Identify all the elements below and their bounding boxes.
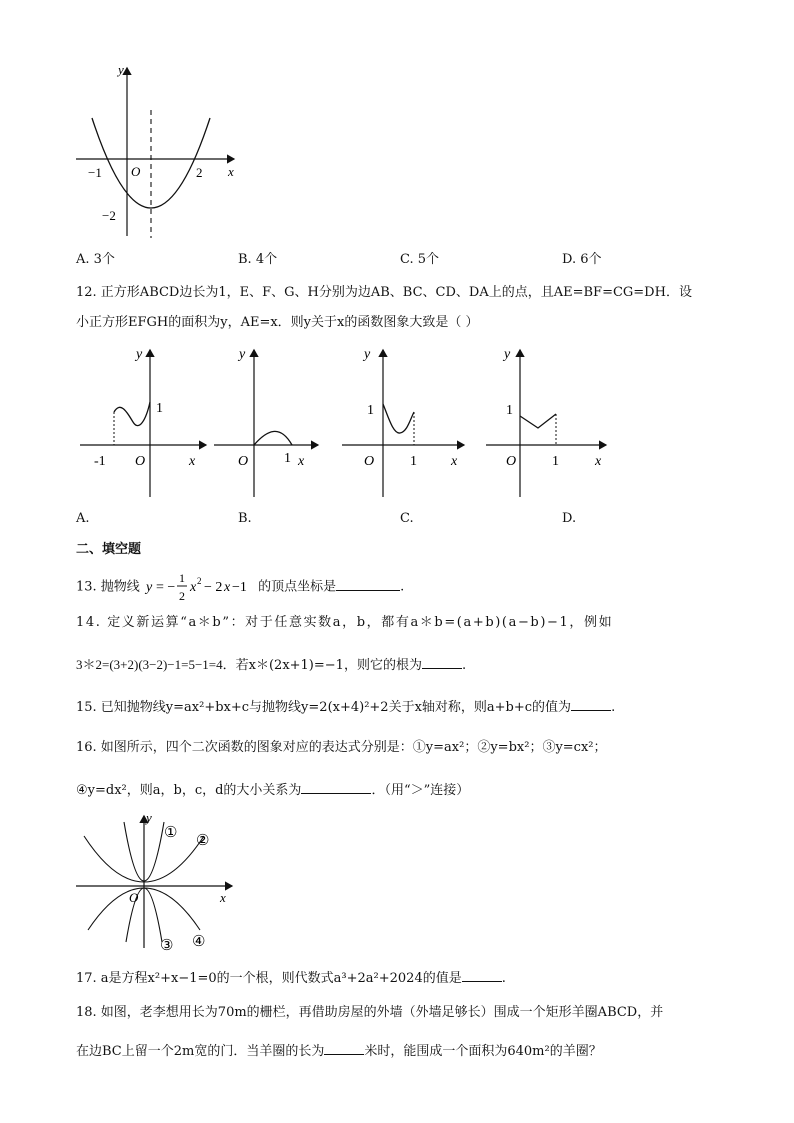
- q16-line1: 16. 如图所示，四个二次函数的图象对应的表达式分别是：①y=ax²；②y=bx²；③y=cx²；: [76, 740, 607, 755]
- svg-text:x: x: [451, 454, 458, 469]
- q12-graph-c: [340, 342, 470, 502]
- svg-text:−1: −1: [231, 580, 247, 595]
- q17: 17. a是方程x²+x−1=0的一个根，则代数式a³+2a²+2024的值是 .: [76, 968, 506, 988]
- svg-text:y: y: [145, 580, 153, 595]
- svg-text:= −: = −: [155, 580, 176, 595]
- q16-answer-blank[interactable]: [301, 780, 371, 794]
- q16-parabolas-figure: [72, 810, 242, 955]
- q12-option-c: C.: [400, 511, 414, 526]
- svg-text:1: 1: [410, 454, 417, 469]
- svg-text:O: O: [129, 890, 139, 905]
- tick-2: 2: [196, 165, 203, 180]
- svg-text:x: x: [220, 890, 226, 905]
- x-axis-label: x: [228, 164, 234, 179]
- q11-option-a: A. 3个: [76, 252, 115, 267]
- q14-line1: 14. 定义新运算“a＊b”：对于任意实数a，b，都有a＊b=(a+b)(a−b)−1，例如: [76, 615, 614, 630]
- q13-formula: [144, 570, 254, 604]
- q12-option-d: D.: [562, 511, 577, 526]
- q12-graph-d: [482, 342, 612, 502]
- q11-option-b: B. 4个: [238, 252, 278, 267]
- svg-text:y: y: [136, 347, 143, 362]
- svg-text:1: 1: [178, 571, 185, 585]
- curve-label-4: ④: [192, 934, 206, 950]
- q12-line1: 12. 正方形ABCD边长为1，E、F、G、H分别为边AB、BC、CD、DA上的点，且AE=BF=CG=DH．设: [76, 285, 692, 300]
- svg-text:2: 2: [196, 576, 202, 586]
- q13: 13. 抛物线 y = − 1 2 x 2 − 2 x −1 的顶点坐标是 .: [76, 571, 405, 603]
- q17-answer-blank[interactable]: [462, 968, 502, 982]
- section-heading-fill-in: 二、填空题: [76, 542, 142, 557]
- q16-line2: ④y=dx²，则a，b，c，d的大小关系为 ．（用“＞”连接）: [76, 780, 469, 800]
- origin-label: O: [131, 164, 141, 179]
- curve-label-2: ②: [196, 833, 210, 849]
- svg-text:x: x: [595, 454, 602, 469]
- svg-text:y: y: [239, 347, 246, 362]
- svg-text:y: y: [364, 347, 371, 362]
- q18-line2: 在边BC上留一个2m宽的门．当羊圈的长为 米时，能围成一个面积为640m²的羊圈？: [76, 1041, 602, 1061]
- q12-option-a: A.: [76, 511, 90, 526]
- q15-answer-blank[interactable]: [571, 697, 611, 711]
- svg-text:x: x: [298, 454, 305, 469]
- q11-option-d: D. 6个: [562, 252, 602, 267]
- svg-text:1: 1: [284, 451, 291, 466]
- svg-text:O: O: [135, 454, 146, 469]
- q11-option-c: C. 5个: [400, 252, 440, 267]
- q11-parabola-figure: [70, 58, 245, 243]
- svg-text:O: O: [364, 454, 375, 469]
- q18-line1: 18. 如图，老李想用长为70m的栅栏，再借助房屋的外墙（外墙足够长）围成一个矩形羊圈ABCD，并: [76, 1005, 664, 1020]
- q15: 15. 已知抛物线y=ax²+bx+c与抛物线y=2(x+4)²+2关于x轴对称，则a+b+c的值为 .: [76, 697, 615, 717]
- q18-answer-blank[interactable]: [324, 1041, 364, 1055]
- curve-label-3: ③: [160, 938, 174, 954]
- q14-line2: 3＊2=(3+2)(3−2)−1=5−1=4．若x＊(2x+1)=−1，则它的根为 .: [76, 657, 467, 673]
- q12-line2: 小正方形EFGH的面积为y，AE=x．则y关于x的函数图象大致是（ ）: [76, 315, 479, 330]
- svg-text:1: 1: [552, 454, 559, 469]
- q12-option-b: B.: [238, 511, 252, 526]
- svg-text:y: y: [504, 347, 511, 362]
- curve: [114, 402, 150, 426]
- curve: [383, 404, 414, 433]
- tick-neg1: −1: [88, 165, 102, 180]
- svg-text:1: 1: [506, 403, 513, 418]
- svg-text:-1: -1: [94, 454, 106, 469]
- q14-answer-blank[interactable]: [422, 655, 462, 669]
- svg-text:x: x: [189, 580, 197, 595]
- q12-graph-b: [212, 342, 322, 502]
- svg-text:O: O: [506, 454, 517, 469]
- piecewise-line: [520, 414, 556, 428]
- svg-text:x: x: [223, 580, 231, 595]
- svg-text:x: x: [189, 454, 196, 469]
- svg-text:− 2: − 2: [203, 580, 223, 595]
- curve-label-1: ①: [164, 825, 178, 841]
- svg-text:y: y: [146, 810, 152, 825]
- svg-text:O: O: [238, 454, 249, 469]
- y-axis-label: y: [118, 62, 124, 77]
- svg-text:2: 2: [178, 589, 185, 603]
- svg-text:1: 1: [367, 403, 374, 418]
- q12-graph-a: [76, 342, 211, 502]
- q13-answer-blank[interactable]: [336, 577, 400, 591]
- tick-neg2: −2: [102, 208, 116, 223]
- curve: [254, 431, 292, 445]
- svg-text:1: 1: [156, 401, 163, 416]
